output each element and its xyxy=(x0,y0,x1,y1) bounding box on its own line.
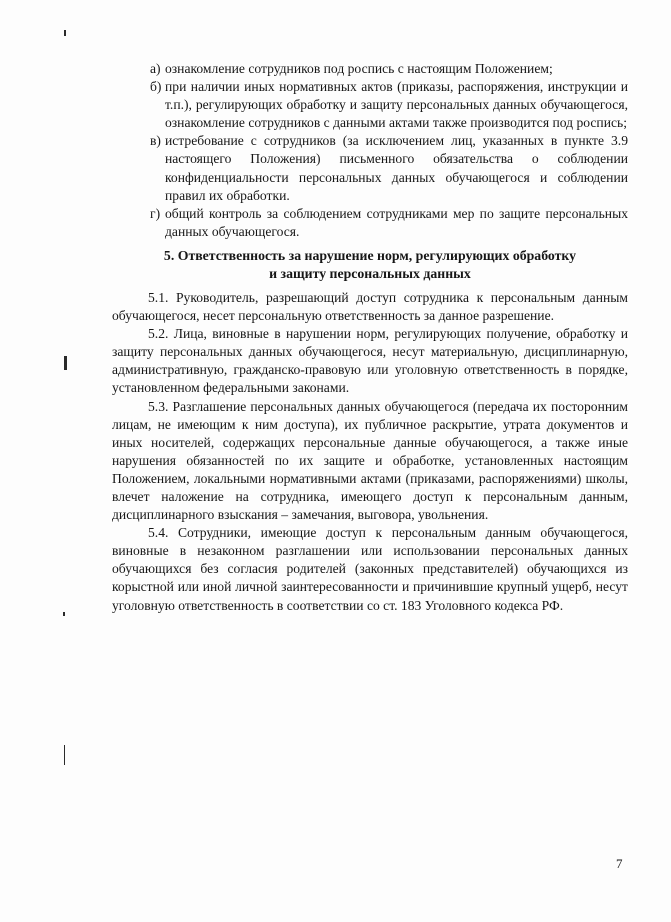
list-marker: г) xyxy=(150,205,161,221)
document-body xyxy=(112,60,628,615)
paragraph: 5.1. Руководитель, разрешающий доступ сотрудника к персональным данным обучающегося, несет персональную ответственность за данное разрешение. xyxy=(112,289,628,324)
scan-mark xyxy=(64,745,65,765)
list-item xyxy=(150,205,628,241)
list-item-text: общий контроль за соблюдением сотрудниками мер по защите персональных данных обучающегося. xyxy=(165,205,628,239)
paragraph: 5.3. Разглашение персональных данных обучающегося (передача их посторонним лицам, не имеющим к ним доступа), их публичное раскрытие, утрата документов и иных носителей, содержащих персональные данные обучающегося, а также иные нарушения обязанностей по их защите и обработке, установленных настоящим Положением, локальными нормативными актами (приказами, распоряжениями) школы, влечет наложение на сотрудника, имеющего доступ к персональным данным, дисциплинарного взыскания – замечания, выговора, увольнения. xyxy=(112,398,628,523)
scan-mark xyxy=(64,356,67,370)
list-item xyxy=(150,60,628,78)
section-heading-line: и защиту персональных данных xyxy=(269,265,471,281)
paragraph: 5.4. Сотрудники, имеющие доступ к персональным данным обучающегося, виновные в незаконном разглашении или использовании персональных данных обучающихся без согласия родителей (законных представителей) обучающихся из корыстной или иной личной заинтересованности и причинившие крупный ущерб, несут уголовную ответственность в соответствии со ст. 183 Уголовного кодекса РФ. xyxy=(112,525,628,613)
list-item-text: ознакомление сотрудников под роспись с настоящим Положением; xyxy=(165,61,553,76)
list-item xyxy=(150,132,628,204)
list-item-text: при наличии иных нормативных актов (приказы, распоряжения, инструкции и т.п.), регулирующих обработку и защиту персональных данных обучающегося, ознакомление сотрудников с данными актами также производится под роспись; xyxy=(165,79,628,131)
scan-mark xyxy=(63,612,65,616)
scan-mark xyxy=(64,30,66,36)
list-marker: в) xyxy=(150,133,161,149)
list-item-text: истребование с сотрудников (за исключением лиц, указанных в пункте 3.9 настоящего Положения) письменного обязательства о соблюдении конфиденциальности персональных данных обучающегося и соблюдении правил их обработки. xyxy=(165,133,628,203)
section-heading-line: 5. Ответственность за нарушение норм, регулирующих обработку xyxy=(163,247,577,263)
list-marker: б) xyxy=(150,79,162,95)
paragraph: 5.2. Лица, виновные в нарушении норм, регулирующих получение, обработку и защиту персональных данных обучающегося, несут материальную, дисциплинарную, административную, гражданско-правовую или уголовную ответственность в порядке, установленном федеральными законами. xyxy=(112,326,628,396)
page-number: 7 xyxy=(616,856,623,871)
list-marker: а) xyxy=(150,61,161,76)
section-heading xyxy=(112,247,628,283)
list-item xyxy=(150,78,628,132)
